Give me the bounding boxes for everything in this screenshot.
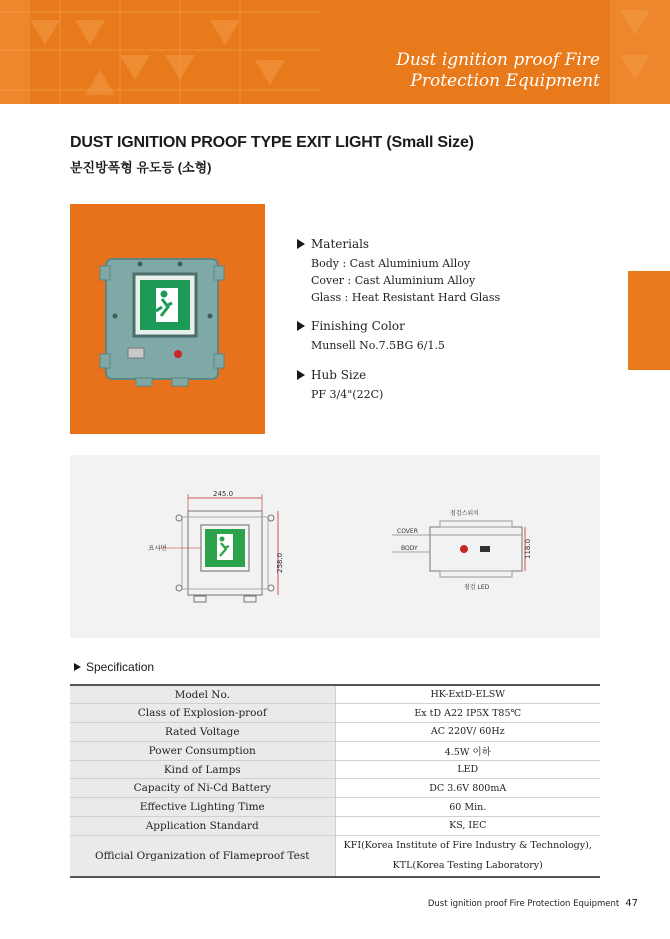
spec-value: KS, IEC: [335, 817, 600, 836]
feature-label: Finishing Color: [311, 319, 405, 333]
spec-value: LED: [335, 760, 600, 779]
table-row: [70, 704, 600, 723]
feature-hub-size: [297, 368, 383, 403]
spec-value: [335, 835, 600, 877]
spec-key: Official Organization of Flameproof Test: [70, 835, 335, 877]
side-tab: [628, 271, 670, 370]
feature-label: Hub Size: [311, 368, 367, 382]
spec-value-line: KFI(Korea Institute of Fire Industry & Technology),: [343, 839, 592, 851]
spec-value: 4.5W 이하: [335, 741, 600, 760]
spec-key: Kind of Lamps: [70, 760, 335, 779]
header-banner: [0, 0, 670, 104]
banner-title: [396, 50, 600, 92]
exit-light-image: [70, 204, 265, 434]
triangle-bullet-icon: [297, 239, 305, 249]
table-row: [70, 723, 600, 742]
table-row: [70, 835, 600, 877]
table-row: [70, 798, 600, 817]
front-label: 표시면: [148, 544, 167, 552]
side-top-label: 점검스위치: [450, 510, 479, 517]
page-number: 47: [625, 898, 638, 909]
feature-label: Materials: [311, 237, 370, 251]
side-bottom-label: 점검 LED: [464, 584, 490, 591]
spec-value-line: KTL(Korea Testing Laboratory): [392, 859, 543, 871]
triangle-bullet-icon: [297, 370, 305, 380]
front-width-dim: 245.0: [213, 490, 234, 498]
spec-key: Capacity of Ni-Cd Battery: [70, 779, 335, 798]
table-row: [70, 817, 600, 836]
feature-line: Cover : Cast Aluminium Alloy: [311, 274, 476, 287]
spec-key: Power Consumption: [70, 741, 335, 760]
spec-value: Ex tD A22 IP5X T85℃: [335, 704, 600, 723]
page-footer: [428, 898, 638, 909]
feature-materials: [297, 237, 500, 306]
spec-key: Class of Explosion-proof: [70, 704, 335, 723]
specification-title: Specification: [74, 660, 154, 674]
spec-key: Effective Lighting Time: [70, 798, 335, 817]
spec-value: AC 220V/ 60Hz: [335, 723, 600, 742]
triangle-bullet-icon: [74, 663, 81, 671]
side-depth-dim: 118.0: [524, 538, 532, 559]
table-row: [70, 741, 600, 760]
specification-table: [70, 684, 600, 878]
banner-title-line2: Protection Equipment: [410, 71, 600, 91]
front-height-dim: 258.0: [276, 552, 284, 573]
feature-line: Glass : Heat Resistant Hard Glass: [311, 291, 501, 304]
drawing-svg: [70, 455, 600, 638]
spec-value: 60 Min.: [335, 798, 600, 817]
banner-title-line1: Dust ignition proof Fire: [396, 50, 600, 70]
product-title: DUST IGNITION PROOF TYPE EXIT LIGHT (Small Size): [70, 134, 474, 151]
spec-value: HK-ExtD-ELSW: [335, 685, 600, 704]
side-body-label: BODY: [401, 545, 418, 552]
product-photo: [70, 204, 265, 434]
triangle-bullet-icon: [297, 321, 305, 331]
footer-text: Dust ignition proof Fire Protection Equipment: [427, 899, 620, 909]
technical-drawing: [70, 455, 600, 638]
feature-line: Munsell No.7.5BG 6/1.5: [311, 339, 445, 352]
table-row: [70, 760, 600, 779]
feature-line: PF 3/4"(22C): [311, 388, 384, 401]
product-subtitle: 분진방폭형 유도등 (소형): [70, 160, 212, 175]
feature-finishing-color: [297, 319, 445, 354]
feature-line: Body : Cast Aluminium Alloy: [311, 257, 471, 270]
spec-value: DC 3.6V 800mA: [335, 779, 600, 798]
spec-key: Rated Voltage: [70, 723, 335, 742]
spec-key: Model No.: [70, 685, 335, 704]
table-row: [70, 779, 600, 798]
side-cover-label: COVER: [397, 528, 418, 535]
table-row: [70, 685, 600, 704]
spec-key: Application Standard: [70, 817, 335, 836]
